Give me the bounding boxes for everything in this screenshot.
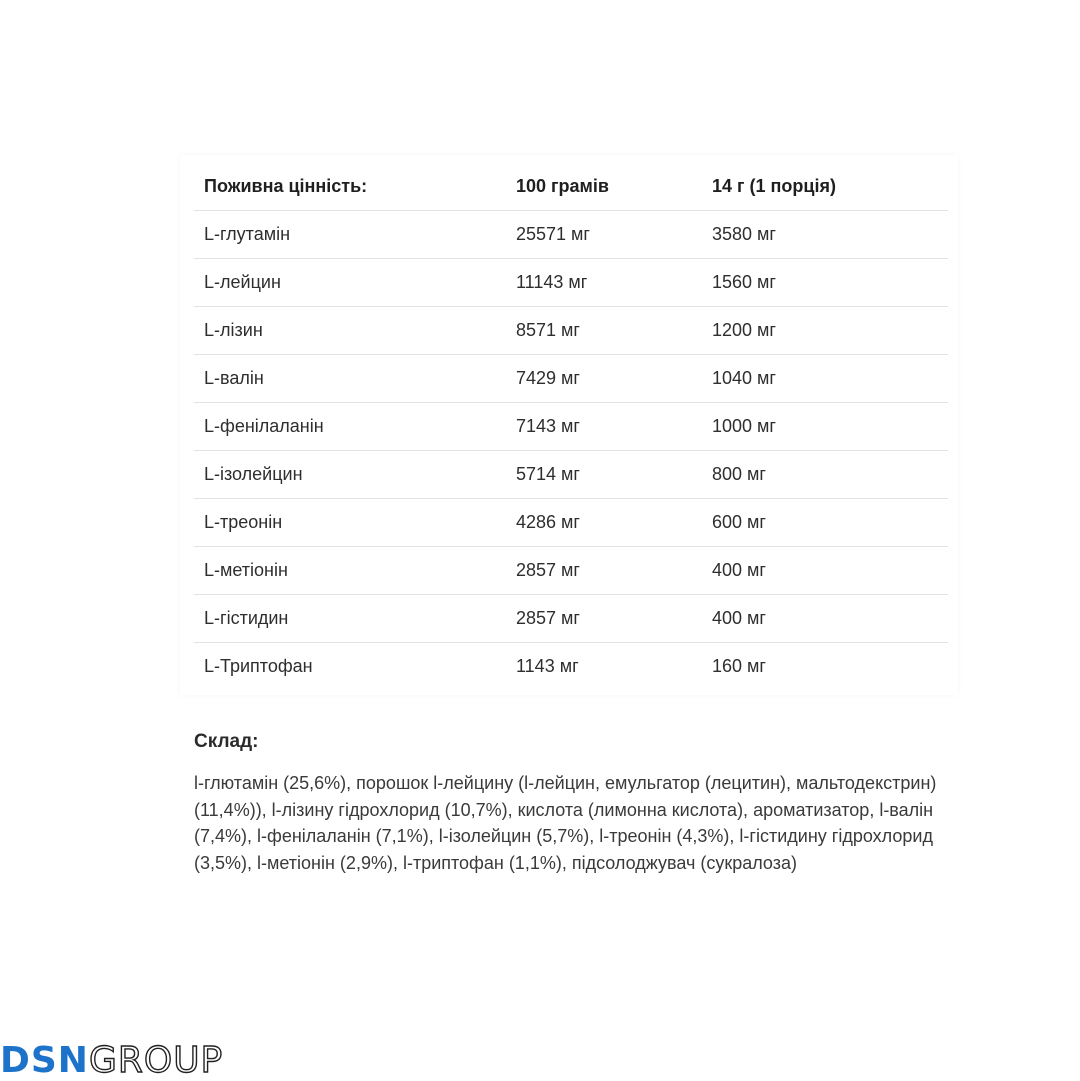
amount-per-serving: 800 мг [702, 451, 948, 499]
table-row [194, 643, 948, 691]
nutrient-name: L-метіонін [194, 547, 506, 595]
amount-per-100g: 25571 мг [506, 211, 702, 259]
amount-per-100g: 2857 мг [506, 547, 702, 595]
nutrient-name: L-лейцин [194, 259, 506, 307]
nutrient-name: L-треонін [194, 499, 506, 547]
brand-logo [0, 1040, 223, 1080]
amount-per-serving: 1040 мг [702, 355, 948, 403]
header-per-100g: 100 грамів [506, 163, 702, 211]
header-nutrient: Поживна цінність: [194, 163, 506, 211]
amount-per-100g: 1143 мг [516, 656, 579, 676]
table-row [194, 499, 948, 547]
table-header-row [194, 163, 948, 211]
composition-text: l-глютамін (25,6%), порошок l-лейцину (l-лейцин, емульгатор (лецитин), мальтодекстрин) (11,4%)), l-лізину гідрохлорид (10,7%), кислота (лимонна кислота), ароматизатор, l-валін (7,4%), l-фенілаланін (7,1%), l-ізолейцин (5,7%), l-треонін (4,3%), l-гістидину гідрохлорид (3,5%), l-метіонін (2,9%), l-триптофан (1,1%), підсолоджувач (сукралоза) [194, 773, 937, 873]
nutrient-name: L-глутамін [194, 211, 506, 259]
amount-per-100g: 11143 мг [506, 259, 702, 307]
nutrient-name: L-ізолейцин [194, 451, 506, 499]
nutrient-name: L-Триптофан [204, 656, 313, 676]
amount-per-100g: 5714 мг [506, 451, 702, 499]
amount-per-serving: 400 мг [702, 547, 948, 595]
nutrient-name: L-валін [194, 355, 506, 403]
amount-per-100g: 7429 мг [506, 355, 702, 403]
table-row [194, 451, 948, 499]
table-row [194, 547, 948, 595]
amount-per-100g: 8571 мг [506, 307, 702, 355]
brand-logo-group: GROUP [88, 1039, 224, 1081]
amount-per-100g: 7143 мг [506, 403, 702, 451]
nutrient-name: L-лізин [194, 307, 506, 355]
amount-per-serving: 600 мг [702, 499, 948, 547]
nutrient-name: L-гістидин [194, 595, 506, 643]
amount-per-serving: 1560 мг [702, 259, 948, 307]
brand-logo-dsn: DSN [0, 1039, 89, 1081]
amount-per-100g: 4286 мг [506, 499, 702, 547]
amount-per-serving: 1000 мг [702, 403, 948, 451]
amount-per-serving: 3580 мг [702, 211, 948, 259]
amount-per-100g: 2857 мг [506, 595, 702, 643]
amount-per-serving: 160 мг [712, 656, 766, 676]
table-row [194, 595, 948, 643]
table-row [194, 211, 948, 259]
table-row [194, 307, 948, 355]
amount-per-serving: 400 мг [702, 595, 948, 643]
table-row [194, 259, 948, 307]
nutrient-name: L-фенілаланін [194, 403, 506, 451]
header-per-serving: 14 г (1 порція) [702, 163, 948, 211]
nutrition-table [194, 163, 948, 690]
composition-title: Склад: [194, 731, 259, 752]
amount-per-serving: 1200 мг [702, 307, 948, 355]
table-row [194, 355, 948, 403]
table-row [194, 403, 948, 451]
